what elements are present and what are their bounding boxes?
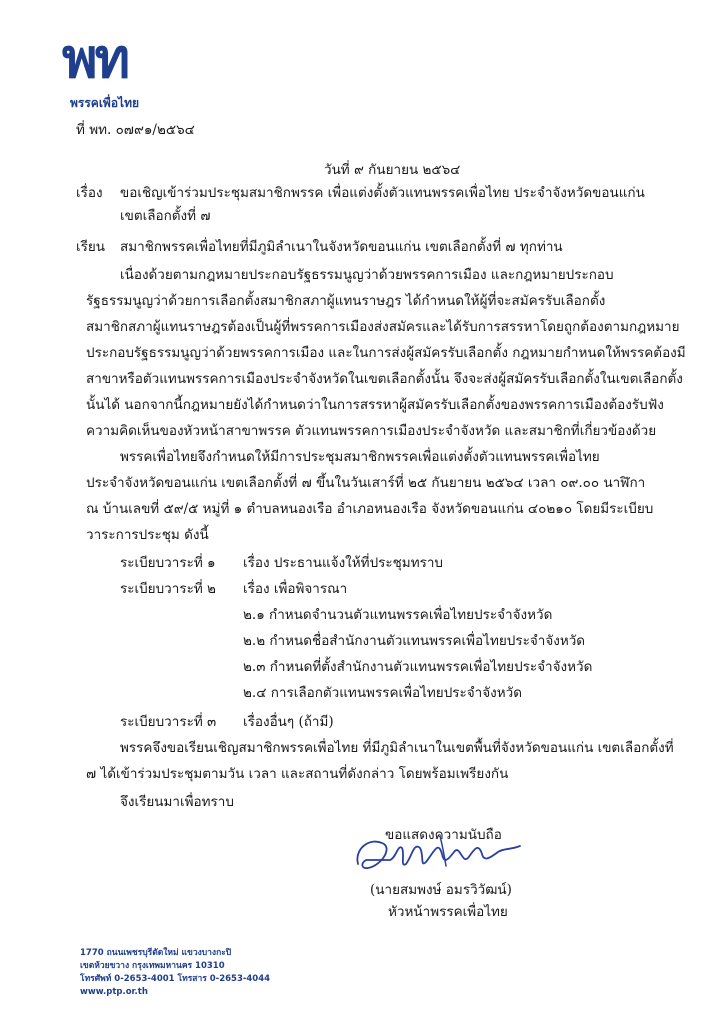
- subject-label: เรื่อง: [76, 185, 103, 201]
- body-paragraph-line: ประจำจังหวัดขอนแก่น เขตเลือกตั้งที่ ๗ ขึ้นในวันเสาร์ที่ ๒๕ กันยายน ๒๕๖๔ เวลา ๐๙.๐๐ นาฬิกา: [86, 475, 646, 491]
- closing-paragraph-line: พรรคจึงขอเรียนเชิญสมาชิกพรรคเพื่อไทย ที่มีภูมิลำเนาในเขตพื้นที่จังหวัดขอนแก่น เขตเลือกตั้งที่: [120, 740, 674, 756]
- body-paragraph-line: ความคิดเห็นของหัวหน้าสาขาพรรค ตัวแทนพรรคการเมืองประจำจังหวัด และสมาชิกที่เกี่ยวข้องด้วย: [86, 423, 657, 439]
- body-paragraph-line: วาระการประชุม ดังนี้: [86, 527, 209, 543]
- subject-line-1: ขอเชิญเข้าร่วมประชุมสมาชิกพรรค เพื่อแต่งตั้งตัวแทนพรรคเพื่อไทย ประจำจังหวัดขอนแก่น: [120, 185, 645, 201]
- agenda-text: เรื่อง เพื่อพิจารณา: [243, 581, 348, 597]
- regards-line: ขอแสดงความนับถือ: [385, 827, 502, 843]
- body-paragraph-line: ประกอบรัฐธรรมนูญว่าด้วยพรรคการเมือง และในการส่งผู้สมัครรับเลือกตั้ง กฎหมายกำหนดให้พรรคต้องมี: [86, 345, 686, 361]
- body-paragraph-line: สาขาหรือตัวแทนพรรคการเมืองประจำจังหวัดในเขตเลือกตั้งนั้น จึงจะส่งผู้สมัครรับเลือกตั้งในเขตเลือกตั้ง: [86, 371, 683, 387]
- agenda-sub-item: ๒.๑ กำหนดจำนวนตัวแทนพรรคเพื่อไทยประจำจังหวัด: [243, 607, 553, 623]
- party-logo: [62, 27, 174, 114]
- subject-line-2: เขตเลือกตั้งที่ ๗: [120, 208, 211, 224]
- logo-mark: พท: [62, 27, 128, 90]
- body-paragraph-line: รัฐธรรมนูญว่าด้วยการเลือกตั้งสมาชิกสภาผู้แทนราษฎร ได้กำหนดให้ผู้ที่จะสมัครรับเลือกตั้ง: [86, 293, 606, 309]
- body-paragraph-line: นั้นได้ นอกจากนี้กฎหมายยังได้กำหนดว่าในการสรรหาผู้สมัครรับเลือกตั้งของพรรคการเมืองต้องรับฟัง: [86, 397, 664, 413]
- agenda-label: ระเบียบวาระที่ ๒: [120, 581, 216, 597]
- closing-paragraph-line: ๗ ได้เข้าร่วมประชุมตามวัน เวลา และสถานที่ดังกล่าว โดยพร้อมเพรียงกัน: [86, 766, 509, 782]
- agenda-sub-item: ๒.๒ กำหนดชื่อสำนักงานตัวแทนพรรคเพื่อไทยประจำจังหวัด: [243, 633, 586, 649]
- body-paragraph-line: พรรคเพื่อไทยจึงกำหนดให้มีการประชุมสมาชิกพรรคเพื่อแต่งตั้งตัวแทนพรรคเพื่อไทย: [120, 449, 600, 465]
- notice-line: จึงเรียนมาเพื่อทราบ: [120, 794, 234, 810]
- recipient-label: เรียน: [76, 239, 106, 255]
- signer-title: หัวหน้าพรรคเพื่อไทย: [388, 904, 508, 920]
- footer-address-line: 1770 ถนนเพชรบุรีตัดใหม่ แขวงบางกะปิ: [80, 948, 232, 958]
- recipient-text: สมาชิกพรรคเพื่อไทยที่มีภูมิลำเนาในจังหวัดขอนแก่น เขตเลือกตั้งที่ ๗ ทุกท่าน: [120, 239, 563, 255]
- signer-name: (นายสมพงษ์ อมรวิวัฒน์): [370, 882, 512, 898]
- agenda-label: ระเบียบวาระที่ ๓: [120, 714, 217, 730]
- agenda-sub-item: ๒.๓ กำหนดที่ตั้งสำนักงานตัวแทนพรรคเพื่อไทยประจำจังหวัด: [243, 659, 593, 675]
- document-date: วันที่ ๙ กันยายน ๒๕๖๔: [324, 162, 461, 178]
- agenda-sub-item: ๒.๔ การเลือกตัวแทนพรรคเพื่อไทยประจำจังหวัด: [243, 685, 523, 701]
- footer-website: www.ptp.or.th: [80, 987, 148, 997]
- agenda-label: ระเบียบวาระที่ ๑: [120, 555, 216, 571]
- handwritten-signature: [350, 824, 530, 884]
- logo-party-name: พรรคเพื่อไทย: [70, 96, 140, 110]
- agenda-text: เรื่องอื่นๆ (ถ้ามี): [243, 714, 334, 730]
- document-number: ที่ พท. ๐๗๙๑/๒๕๖๔: [76, 122, 195, 138]
- footer-contact-line: โทรศัพท์ 0-2653-4001 โทรสาร 0-2653-4044: [80, 974, 271, 984]
- body-paragraph-line: เนื่องด้วยตามกฎหมายประกอบรัฐธรรมนูญว่าด้วยพรรคการเมือง และกฎหมายประกอบ: [120, 267, 614, 283]
- body-paragraph-line: สมาชิกสภาผู้แทนราษฎรต้องเป็นผู้ที่พรรคการเมืองส่งสมัครและได้รับการสรรหาโดยถูกต้องตามกฎหมาย: [86, 319, 680, 335]
- agenda-text: เรื่อง ประธานแจ้งให้ที่ประชุมทราบ: [243, 555, 444, 571]
- body-paragraph-line: ณ บ้านเลขที่ ๕๙/๕ หมู่ที่ ๑ ตำบลหนองเรือ อำเภอหนองเรือ จังหวัดขอนแก่น ๔๐๒๑๐ โดยมีระเบียบ: [86, 501, 654, 517]
- footer-address-line: เขตห้วยขวาง กรุงเทพมหานคร 10310: [80, 961, 225, 971]
